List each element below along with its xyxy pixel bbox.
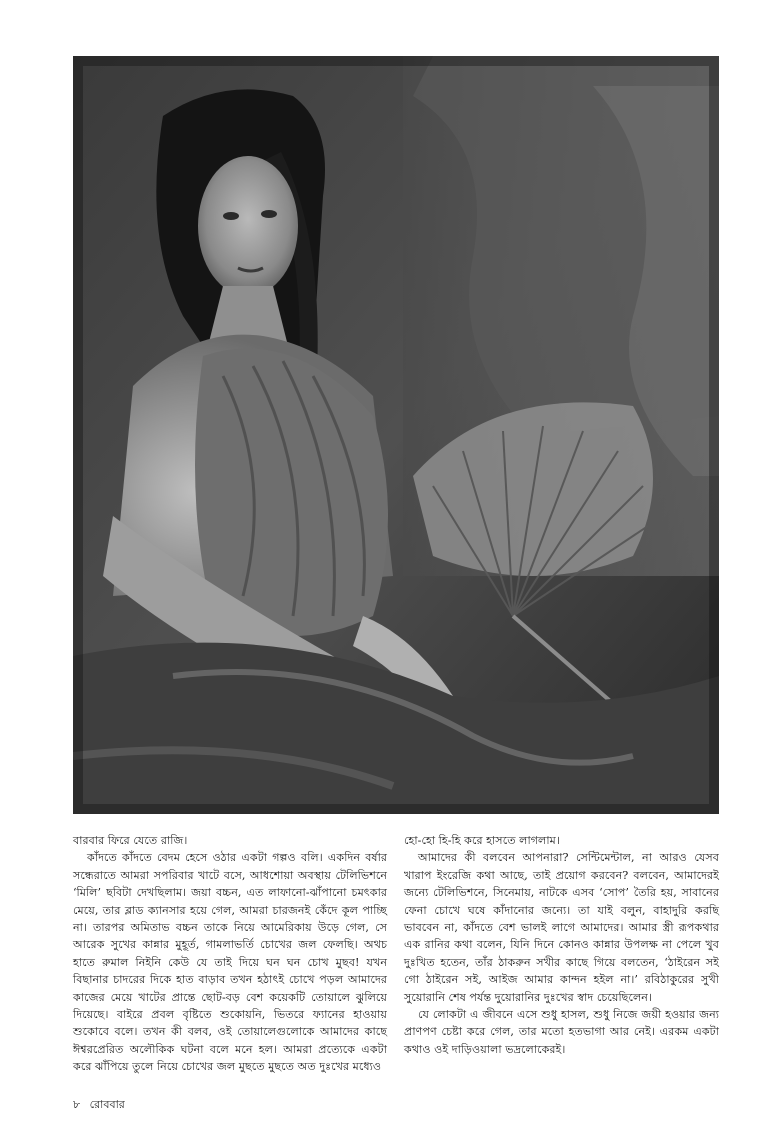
article-paragraph: হো-হো হি-হি করে হাসতে লাগলাম।: [404, 834, 560, 847]
photo-illustration: [73, 56, 719, 814]
page-footer: [73, 1096, 131, 1115]
article-paragraph: যে লোকটা এ জীবনে এসে শুধু হাসল, শুধু নিজে জয়ী হওয়ার জন্য প্রাণপণ চেষ্টা করে গেল, তার মতো হতভাগা আর নেই। এরকম একটা কথাও ওই দাড়িওয়ালা ভদ্রলোকেরই।: [404, 1008, 719, 1056]
article-paragraph: কাঁদতে কাঁদতে বেদম হেসে ওঠার একটা গল্পও বলি। একদিন বর্ষার সন্ধেরাতে আমরা সপরিবার খাটে বসে, আধশোয়া অবস্থায় টেলিভিশনে ‘মিলি’ ছবিটা দেখছিলাম। জয়া বচ্চন, এত লাফানো-ঝাঁপানো চমৎকার মেয়ে, তার ব্লাড ক্যানসার হয়ে গেল, আমরা চারজনই কেঁদে কূল পাচ্ছি না। তারপর অমিতাভ বচ্চন তাকে নিয়ে আমেরিকায় উড়ে গেল, সে আরেক সুখের কান্নার মুহূর্ত, গামলাভর্তি চোখের জল ফেলছি। অথচ হাতে রুমাল নিইনি কেউ যে তাই দিয়ে ঘন ঘন চোখ মুছব! যখন বিছানার চাদরের দিকে হাত বাড়াব তখন হঠাৎই চোখে পড়ল আমাদের কাজের মেয়ে খাটের প্রান্তে ছোট-বড় বেশ কয়েকটি তোয়ালে ঝুলিয়ে দিয়েছে। বাইরে প্রবল বৃষ্টিতে শুকোয়নি, ভিতরে ফ্যানের হাওয়ায় শুকোবে বলে। তখন কী বলব, ওই তোয়ালেগুলোকে আমাদের কাছে ঈশ্বরপ্রেরিত অলৌকিক ঘটনা বলে মনে হল। আমরা প্রত্যেকে একটা করে ঝাঁপিয়ে তুলে নিয়ে চোখের জল মুছতে মুছতে অত দুঃখের মধ্যেও: [73, 851, 387, 1074]
article-paragraph: আমাদের কী বলবেন আপনারা? সেন্টিমেন্টাল, না আরও যেসব খারাপ ইংরেজি কথা আছে, তাই প্রয়োগ করবেন? বলবেন, আমাদেরই জন্যে টেলিভিশনে, সিনেমায়, নাটকে এসব ‘সোপ’ তৈরি হয়, সাবানের ফেনা চোখে ঘষে কাঁদানোর জন্যে। তা যাই বলুন, বাহাদুরি করছি ভাববেন না, কাঁদতে বেশ ভালই লাগে আমাদের। আমার স্ত্রী রূপকথার এক রানির কথা বলেন, যিনি দিনে কোনও কান্নার উপলক্ষ না পেলে খুব দুঃখিত হতেন, তাঁর ঠাকরুন সখীর কাছে গিয়ে বলতেন, ‘ঠাইরেন সই গো ঠাইরেন সই, আইজ আমার কান্দন হইল না।’ রবিঠাকুরের সুখী সুয়োরানি শেষ পর্যন্ত দুয়োরানির দুঃখের স্বাদ চেয়েছিলেন।: [404, 851, 719, 1004]
magazine-name: রোববার: [89, 1098, 125, 1111]
page-number: ৮: [73, 1098, 81, 1111]
article-left-column: [73, 832, 387, 1076]
film-still-photo: [73, 56, 719, 814]
article-right-column: [404, 832, 719, 1058]
article-paragraph: বারবার ফিরে যেতে রাজি।: [73, 834, 188, 847]
